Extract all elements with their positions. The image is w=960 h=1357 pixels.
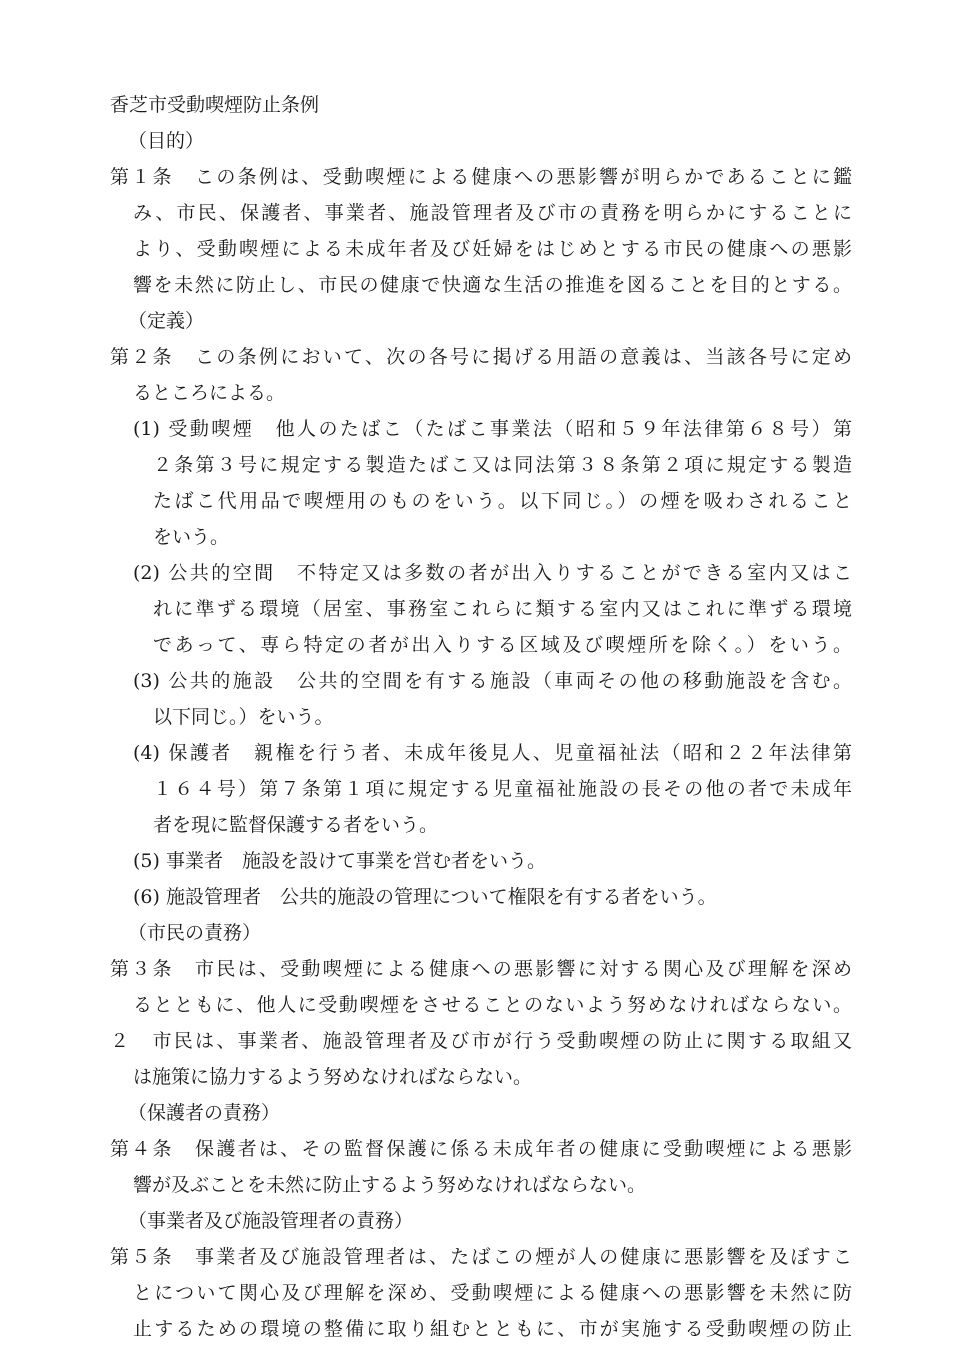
definition-item: (3) 公共的施設 公共的空間を有する施設（車両その他の移動施設を含む。	[133, 670, 852, 692]
definition-item-line: １６４号）第７条第１項に規定する児童福祉施設の長その他の者で未成年	[153, 778, 852, 800]
definition-item-line: 以下同じ。）をいう。	[153, 706, 334, 728]
document-title: 香芝市受動喫煙防止条例	[110, 94, 320, 116]
definition-item: (6) 施設管理者 公共的施設の管理について権限を有する者をいう。	[133, 886, 717, 908]
article-line: 第２条 この条例において、次の各号に掲げる用語の意義は、当該各号に定め	[110, 346, 852, 368]
definition-item-line: 者を現に監督保護する者をいう。	[153, 814, 439, 836]
article-line: 止するための環境の整備に取り組むとともに、市が実施する受動喫煙の防止	[133, 1318, 852, 1340]
article-line: るとともに、他人に受動喫煙をさせることのないよう努めなければならない。	[133, 994, 852, 1016]
definition-item-line: をいう。	[153, 526, 230, 548]
article-line: 響が及ぶことを未然に防止するよう努めなければならない。	[133, 1174, 647, 1196]
article-line: み、市民、保護者、事業者、施設管理者及び市の責務を明らかにすることに	[133, 202, 852, 224]
definition-item: (5) 事業者 施設を設けて事業を営む者をいう。	[133, 850, 546, 872]
definition-item-line: ２条第３号に規定する製造たばこ又は同法第３８条第２項に規定する製造	[153, 454, 852, 476]
article-line: 第５条 事業者及び施設管理者は、たばこの煙が人の健康に悪影響を及ぼすこ	[110, 1246, 852, 1268]
definition-item: (2) 公共的空間 不特定又は多数の者が出入りすることができる室内又はこ	[133, 562, 852, 584]
article-line: 第３条 市民は、受動喫煙による健康への悪影響に対する関心及び理解を深め	[110, 958, 852, 980]
definition-item-line: たばこ代用品で喫煙用のものをいう。以下同じ。）の煙を吸わされること	[153, 490, 852, 512]
section-heading: （保護者の責務）	[128, 1102, 281, 1124]
definition-item: (1) 受動喫煙 他人のたばこ（たばこ事業法（昭和５９年法律第６８号）第	[133, 418, 852, 440]
definition-item: (4) 保護者 親権を行う者、未成年後見人、児童福祉法（昭和２２年法律第	[133, 742, 852, 764]
section-heading: （目的）	[128, 130, 205, 152]
article-line: 第４条 保護者は、その監督保護に係る未成年者の健康に受動喫煙による悪影	[110, 1138, 852, 1160]
paragraph-line: は施策に協力するよう努めなければならない。	[133, 1066, 533, 1088]
definition-item-line: であって、専ら特定の者が出入りする区域及び喫煙所を除く。）をいう。	[153, 634, 852, 656]
section-heading: （定義）	[128, 310, 205, 332]
article-line: より、受動喫煙による未成年者及び妊婦をはじめとする市民の健康への悪影	[133, 238, 852, 260]
paragraph-line: ２ 市民は、事業者、施設管理者及び市が行う受動喫煙の防止に関する取組又	[110, 1030, 852, 1052]
article-line: るところによる。	[133, 382, 286, 404]
section-heading: （事業者及び施設管理者の責務）	[128, 1210, 414, 1232]
article-line: 響を未然に防止し、市民の健康で快適な生活の推進を図ることを目的とする。	[133, 274, 852, 296]
article-line: とについて関心及び理解を深め、受動喫煙による健康への悪影響を未然に防	[133, 1282, 852, 1304]
section-heading: （市民の責務）	[128, 922, 262, 944]
definition-item-line: れに準ずる環境（居室、事務室これらに類する室内又はこれに準ずる環境	[153, 598, 852, 620]
article-line: 第１条 この条例は、受動喫煙による健康への悪影響が明らかであることに鑑	[110, 166, 852, 188]
